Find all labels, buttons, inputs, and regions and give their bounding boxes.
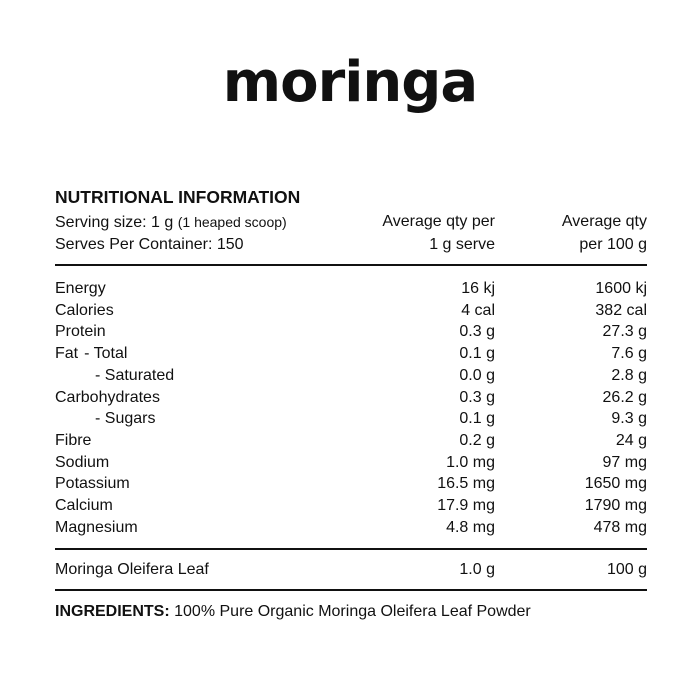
nutrient-name: Energy [55, 280, 106, 297]
nutrient-per-100g: 97 mg [602, 453, 647, 471]
nutrient-name: - Sugars [95, 410, 156, 428]
nutrient-per-serve: 0.0 g [459, 366, 495, 384]
nutrient-per-100g: 9.3 g [611, 410, 647, 428]
nutrient-name: - Saturated [95, 366, 175, 384]
nutrient-name: Calories [55, 301, 114, 319]
nutrition-panel [55, 186, 647, 623]
leaf-per-serve: 1.0 g [459, 561, 495, 579]
nutrient-name-sub: - Total [84, 345, 128, 363]
divider-top [55, 264, 647, 266]
panel-heading: NUTRITIONAL INFORMATION [55, 187, 301, 207]
nutrient-table [55, 278, 647, 538]
brand-logo: moringa [222, 50, 478, 115]
nutrient-per-100g: 27.3 g [602, 323, 647, 341]
nutrient-per-100g: 478 mg [593, 518, 647, 536]
divider-middle [55, 548, 647, 550]
nutrient-name: Sodium [55, 453, 110, 471]
nutrient-per-100g: 382 cal [595, 301, 647, 319]
nutrient-row-potassium [55, 473, 647, 495]
nutrient-row-calcium [55, 495, 647, 517]
nutrient-row-energy [55, 278, 647, 300]
nutrient-per-serve: 0.3 g [459, 323, 495, 341]
serving-size [55, 211, 345, 234]
nutrient-name: Potassium [55, 475, 130, 493]
nutrient-per-100g: 26.2 g [602, 388, 647, 406]
nutrient-per-serve: 17.9 mg [437, 497, 495, 515]
serving-size-note: (1 heaped scoop) [177, 214, 287, 230]
nutrient-per-serve: 16 kj [461, 280, 495, 297]
nutrient-per-serve: 1.0 mg [446, 453, 495, 471]
col-b-header-line2: per 100 g [579, 236, 647, 253]
nutrient-name-main: Fat [55, 345, 79, 363]
ingredients-label: INGREDIENTS: [55, 603, 170, 621]
nutrient-per-100g: 24 g [615, 431, 647, 449]
nutrient-per-serve: 4.8 mg [446, 518, 495, 536]
nutrient-per-100g: 7.6 g [611, 345, 647, 363]
nutrient-row-carbohydrates [55, 387, 647, 409]
nutrient-per-100g: 1790 mg [584, 497, 647, 515]
serving-row-1 [55, 211, 647, 234]
nutrient-per-serve: 16.5 mg [437, 475, 495, 493]
col-a-header-line2: 1 g serve [429, 236, 495, 253]
col-b-header-line1: Average qty [561, 213, 647, 230]
nutrient-row-magnesium [55, 517, 647, 539]
nutrient-per-100g: 2.8 g [611, 366, 647, 384]
nutrient-row-calories [55, 300, 647, 322]
nutrient-row-fibre [55, 430, 647, 452]
nutrient-per-serve: 0.1 g [459, 410, 495, 428]
leaf-per-100g: 100 g [606, 561, 647, 579]
col-a-header-line1: Average qty per [382, 213, 495, 230]
nutrient-per-serve: 4 cal [461, 301, 495, 319]
serving-row-2 [55, 234, 647, 256]
nutrient-per-serve: 0.3 g [459, 388, 495, 406]
nutrient-per-serve: 0.2 g [459, 431, 495, 449]
nutrient-row-fat-total [55, 343, 647, 365]
nutrient-name: Protein [55, 323, 106, 341]
nutrient-per-100g: 1600 kj [595, 280, 647, 297]
nutrient-row-sodium [55, 452, 647, 474]
divider-bottom [55, 589, 647, 591]
ingredients-line [55, 601, 647, 623]
nutrient-name: Fibre [55, 431, 92, 449]
nutrient-name: Carbohydrates [55, 388, 160, 406]
nutrient-name: Magnesium [55, 518, 138, 536]
nutrient-per-100g: 1650 mg [584, 475, 647, 493]
nutrient-per-serve: 0.1 g [459, 345, 495, 363]
nutrient-name [55, 343, 345, 365]
nutrient-row-saturated [55, 365, 647, 387]
serves-per-container: Serves Per Container: 150 [55, 236, 244, 253]
nutrient-row-protein [55, 321, 647, 343]
ingredients-text: 100% Pure Organic Moringa Oleifera Leaf Powder [174, 603, 531, 621]
leaf-name: Moringa Oleifera Leaf [55, 561, 209, 579]
nutrient-name: Calcium [55, 497, 113, 515]
nutrient-row-sugars [55, 408, 647, 430]
serving-size-label: Serving size: 1 g [55, 214, 174, 231]
leaf-row [55, 559, 647, 581]
